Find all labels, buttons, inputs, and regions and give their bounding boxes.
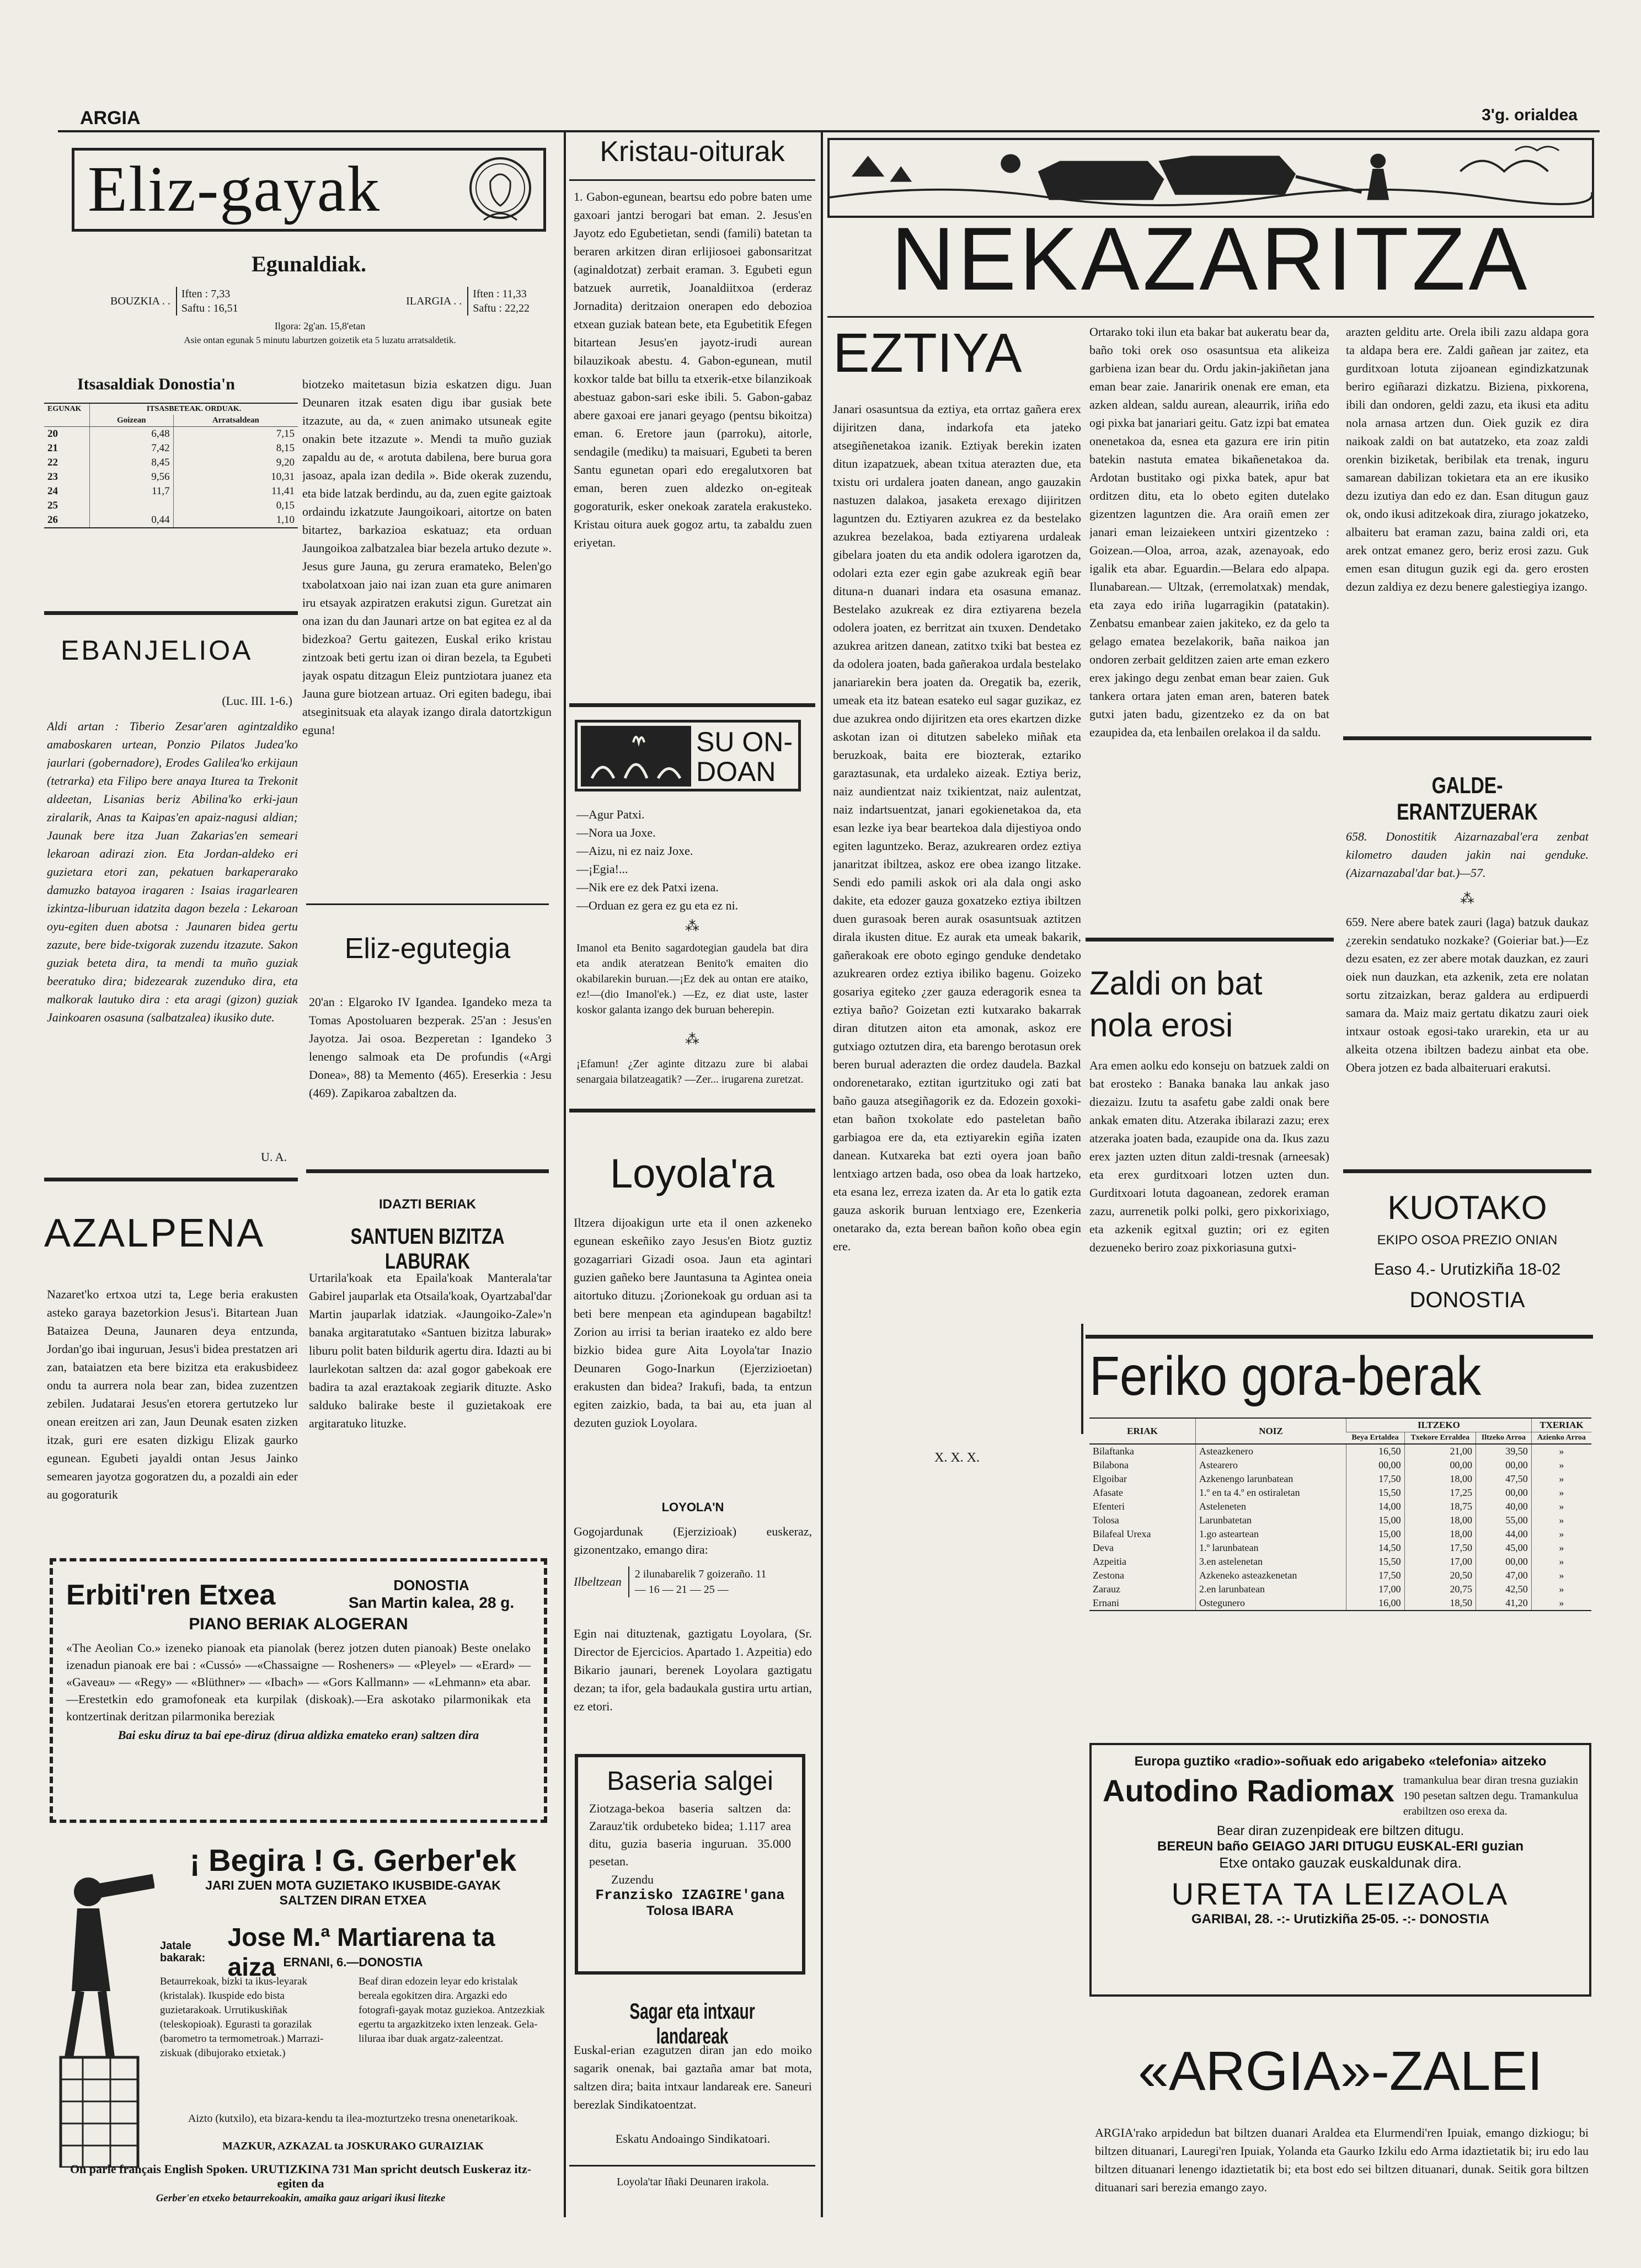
kristau-title: Kristau-oiturak xyxy=(600,136,785,168)
erbiti-subtitle: PIANO BERIAK ALOGERAN xyxy=(189,1615,408,1633)
gerber-owner-label: Jatale bakarak: xyxy=(160,1940,206,1964)
gerber-bottom2: MAZKUR, AZKAZAL ta JOSKURAKO GURAIZIAK xyxy=(222,2140,484,2152)
table-row: Bilafeal Urexa 1.go asteartean 15,00 18,00 44,00 » xyxy=(1089,1527,1591,1541)
anecdote-1: Imanol eta Benito sagardotegian gaudela bat dira eta andik ateratzean Benito'k emaiten dio okabilarekin buruan.—¡Ez dek au ontan ere ataiko, ez!—(dio Imanol'ek.) —Ez, ez diat uste, laster koskor galanta izango dek buruan beherepin. xyxy=(576,942,808,1016)
sun-rise: Iften : 7,33 xyxy=(181,288,231,300)
galde-658: 658. Donostitik Aizarnazabal'era zenbat kilometro dauden jakin nai genduke. (Aizarnazabal'dar bat.)—57. xyxy=(1346,830,1589,880)
man-with-telescope-icon xyxy=(50,1859,154,2168)
table-row: Afasate 1.º en ta 4.º en ostiraletan 15,50 17,25 00,00 » xyxy=(1089,1486,1591,1500)
moon-phase: Ilgora: 2g'an. 15,8'etan xyxy=(274,320,366,331)
gerber-ad xyxy=(50,1842,547,2217)
elizegutegia-title: Eliz-egutegia xyxy=(344,933,511,965)
feriko-subhead: Beya Ertaldea xyxy=(1351,1433,1399,1442)
loyola-subtitle: LOYOLA'N xyxy=(661,1500,724,1514)
elizgayak-banner xyxy=(72,148,546,232)
tides-header-day: EGUNAK xyxy=(47,405,82,413)
suondoan-title: SU ON-DOAN xyxy=(696,727,793,787)
gerber-bottom1: Aizto (kutxilo), eta bizara-kendu ta ilea-mozturtzeko tresna onenetarikoak. xyxy=(188,2112,519,2125)
tides-header-evening: Arratsaldean xyxy=(173,415,298,427)
table-row: 25 0,15 xyxy=(44,499,298,513)
table-row: Ernani Ostegunero 16,00 18,50 41,20 » xyxy=(1089,1596,1591,1611)
radio-company: URETA TA LEIZAOLA xyxy=(1171,1876,1510,1911)
feriko-title: Feriko gora-berak xyxy=(1089,1346,1482,1406)
tides-title: Itsasaldiak Donostia'n xyxy=(77,375,235,393)
sagar-contact: Eskatu Andoaingo Sindikatoari. xyxy=(615,2132,771,2146)
baseria-city: Tolosa IBARA xyxy=(646,1903,734,1918)
divider-asterism: ⁂ xyxy=(685,1031,699,1047)
radio-address: GARIBAI, 28. -:- Urutizkiña 25-05. -:- DONOSTIA xyxy=(1191,1912,1490,1927)
gerber-bottom4: Gerber'en etxeko betaurrekoakin, amaika gauz arigari ikusi litezke xyxy=(156,2192,446,2204)
table-row: Efenteri Asteleneten 14,00 18,75 40,00 » xyxy=(1089,1500,1591,1513)
eztiya-text: Janari osasuntsua da eztiya, eta orrtaz gañera erex dijiritzen dana, indarkofa eta jateko atsegiñenetakoa izanik. Eztiyak berekin izaten ditun izapatzuek, abean txitua aterazten due, eta txistu ori urdalera joaten danean, ango gauzakin nastuzen dalakoa, jasaketa erexago dijiritzen laguntzen du. Eztiyaren azukrea ez da bestelako azukrea bezelakoa, bada eztiyarena urdaleak gibelara joaten du eta andik odolera igarotzen da, odolari ezta ezer egin gabe azukreak egiñ bear dituna-n duanari indara eta osasuna emanaz. Bestelako azukreak ez dira eztiyarena bezela odolera joaten, ez berritzat ain txuxen. Dendetako azukrea aritzen danean, zatitxo txiki bat bestea ez da odolera joaten, bada gañerakoa urdala bestelako janariarekin bera joaten da. Oregatik ba, ezerik, umeak eta itz batean esateko eul sagar guzikaz, ez due azukrea ondo dijiritzen eta ores ekartzen dizke askotan izan oi ditutzen sabeleko miñak eta beruzkoak, baita ere biozterak, eztariko garaztasunak, eta urdaleko aizeak. Eztiya beriz, naiz aundientzat naiz txikientzat, naiz aulentzat, naiz indartsuentzat, janari egokienetakoa da, eta esan lezke iya bear beartekoa dala dijestiyoa ondo egiten laguntzeko. Beraz, azukrearen ordez eztiya janaritzat ibiltzea, askoz ere obea izango litzake. Sendi edo pamili askok ori ala dala ongi asko dakite, eta edozer gauza goxatzeko eztiya ibiltzen duen gurasoak beren aurak osasuntsuak aztitzen dirala ikusten ditue. Ez aurak eta umeak bakarik, gañerakoak ere oboto egingo genduke dendetako azukrearen ordez eztiya ibiliko bagenu. Goizeko gosariya egiteko ¿zer gauza ederagorik esnea ta eztiya baño? Goizetan ezti kutxarako bakarrak diran ditutzen aiton eta amonak, askoz ere gutxiago oztutzen dira, eta barengo berotasun orek beren burual aderazten die ordez daudela. Bazkal ondorenetarako, eztitan igurtzituko ogi zati bat baño gauza atsegiñagorik ez da. Edozein goxoki-etan bañon txokolate edo pasteletan baño garbiagoa ere da, eta eztiyarekin egiña izaten danean. Kutxareka bat ezti oyera joan baño lentxiago artzen bada, oso obea da loak hartzeko, eta esana lez, erreza izaten da. Ar eta lo gatik ezta gauza askorik buruan lentxiago ere, Ezenkeria onetarako da, ezta berean bañon koño obea egin ere. xyxy=(833,402,1081,1253)
ebanjelioa-text: Aldi artan : Tiberio Zesar'aren agintzaldiko amaboskaren urtean, Ponzio Pilatos Judea'ko jaurlari (gobernadore), Erodes Galilea'ko erkijaun (tetrarka) eta Filipo bere anaya Iturea ta Trekonit aldeetan, Lisanias beriz Abilina'ko erki-jaun ziralarik, Anas ta Kaipas'en apaiz-nagusi aldian; Jaunak bere itza Juan Zakarias'en semeari lekaroan adirazi zion. Eta Jordan-aldeko eri guzietara etori zan, pekatuen barkaperarako damuzko batayoa iragaren : Isaias iragarlearen izkintza-liburuan idatzita dagon bezela : Lekaroan oyu-egiten duen abotsa : Jaunaren bidea gertu zazute, bere bide-txigorak zuzendu itzazute. Sakon guziak beteta dira, ta mendi ta muño guziak beeratuko dira; bidezearak zuzenduko dira, eta malkorak lautuko dira : eta aragi (gizon) guziak Jainkoaren osasuna (salbatzalea) ikusiko dute. xyxy=(47,719,298,1024)
section-rule xyxy=(1343,736,1591,740)
kuotako-title: KUOTAKO xyxy=(1387,1189,1547,1226)
ploughing-oxen-icon xyxy=(830,140,1592,216)
gerber-owner: Jose M.ª Martiarena ta aiza xyxy=(227,1923,495,1981)
galde-title: GALDE-ERANTZUERAK xyxy=(1397,772,1538,825)
section-rule xyxy=(306,903,549,905)
azalpena-text: Nazaret'ko ertxoa utzi ta, Lege beria erakusten asteko garaya bazetorkion Jesus'i. Bitartean Juan Bataizea Deuna, Jaunaren deya entzunda, Jordan'go ibai inguruan, Jesus'i bidea prestatzen ari zan, bataiatzen eta bere bizitza eta erakusbideez ondu ta aurrera nola bear zan, bidea zuzentzen zebilen. Judatarai Jesus'en etorera gertutzeko lur onean ereitzen ari zan, Jaun Deunak esaten zizken itzak, guri ere esaten dizkigu Elizak gaurko egunean. Egubeti jayaldi ontan Jesus Jainko semearen jayotza gogoratzen du, a pozaldi ain eder au gogoraturik xyxy=(47,1287,298,1501)
table-row: 20 6,48 7,15 xyxy=(44,427,298,442)
column-divider xyxy=(564,132,566,2217)
radio-ad xyxy=(1089,1743,1591,1997)
kristau-text: 1. Gabon-egunean, beartsu edo pobre baten ume gaxoari jantzi berogari bat eman. 2. Jesus'en Jayotz edo Egubetietan, sendi (famili) batetan ta beraren arkitzen diran erlijiosoei gabonsaritzat (aginaldotzat) zerbait eraman. 3. Egubeti egun batzuek aurretik, Joanaldiitxoa (erderaz Jornadita) deritzaion onerapen edo debozioa etxean guziak batean bete, eta Egubetitik Efegen bitartean Jesus'en jayotz-irudi aurean bilauzikoak abestu. 4. Gabon-egunean, mutil koxkor talde bat billu ta etxerik-etxe bilanzikoak abestuaz gabon-sari eske ibili. 5. Gabon-gabaz abere gaxoai ere janari geyago (pentsu bikoitza) eman. 6. Eretore jaun (parroku), aitorle, sendagile (mediku) ta maisuari, Egubeti ta beren Santu egunetan opari edo eregalutxoren bat eman, beren zuen aldezko on-egiteak gogoraturik, esker onekoak zaratela erakusteko. Kristau oitura auek gogoz artu, ta zabaldu zuen eriyetan. xyxy=(574,190,812,549)
section-rule xyxy=(569,1109,815,1112)
loyola-text-3: Egin nai dituztenak, gaztigatu Loyolara, (Sr. Director de Ejercicios. Apartado 1. Azpeitia) edo Bikario jaunari, berenek Loyolara gaztigatu dezan; ta ifor, gela badaukala gustira urtu artian, ez etori. xyxy=(574,1627,812,1713)
sun-set: Saftu : 16,51 xyxy=(181,302,238,314)
gerber-line2: SALTZEN DIRAN ETXEA xyxy=(279,1893,427,1907)
tides-table xyxy=(44,403,298,528)
feriko-head-noiz: NOIZ xyxy=(1196,1418,1346,1444)
gerber-left-items: Betaurrekoak, bizki ta ikus-leyarak (kristalak). Ikuspide edo bista guzietarakoak. Urrutikuskiñak (teleskopioak). Egurasti ta gorazilak (barometro ta termometroak.) Marrazi-ziskuak (dibujorako etxietak.) xyxy=(160,1976,324,2059)
section-rule xyxy=(569,703,815,707)
loyola-schedule xyxy=(574,1566,812,1597)
feriko-subhead: Txekore Erraldea xyxy=(1404,1432,1476,1445)
section-rule xyxy=(1086,938,1334,942)
elizgayak-title: Eliz-gayak xyxy=(88,153,381,225)
loyola-title: Loyola'ra xyxy=(610,1151,774,1196)
argia-zalei-title: «ARGIA»-ZALEI xyxy=(1138,2041,1543,2101)
section-rule xyxy=(569,2165,815,2167)
azalpena-title: AZALPENA xyxy=(44,1211,265,1255)
radio-product: Autodino Radiomax xyxy=(1103,1773,1394,1808)
section-rule xyxy=(306,1169,549,1173)
table-row: Zestona Azkeneko asteazkenetan 17,50 20,50 47,00 » xyxy=(1089,1569,1591,1582)
section-rule xyxy=(827,316,1594,318)
loyola-text: Iltzera dijoakigun urte eta il onen azkeneko egunean eskeñiko zayo Jesus'en Biotz guztiz gozagarriari Gizadi osoa. Jaun eta agintari guzien gañeko bere Jauntasuna ta Agintea oneia aitortuko dituzu. ¡Zorionekoak gu orduan asi ta beti bere menpean eta agindupean bagabiltz! Zorion au irrisi ta berian iraateko ez aldo bere bizkio bidea gure Aita Loyola'tar Inazio Deunaren Gogo-Inarkun (Ejerzizioetan) erakusten dan bidea? Irakufi, bada, ta entzun egiten zaizkio, bada, ta bai au, eta juan al dezuten guziok Loyolara. xyxy=(574,1216,812,1430)
tides-header-group: ITSASBETEAK. ORDUAK. xyxy=(90,404,298,415)
zaldi-text: Ara emen aolku edo konseju on batzuek zaldi on bat erosteko : Banaka banaka lau ankak jaso diezaizu. Izutu ta asafetu gabe zaldi onak bere ankak ematen ditu. Atzeraka ibilarazi zazu; erex atzeraka joaten bada, ezaupide ona da. Ikus zazu erex jazten uzten ditun zaldi-tresnak (arneesak) eta erex gurditxoari lotzen uzten dun. Gurditxoari lotuta dagoanean, zedorek eraman zazu, aurrenetik polki polki, gero pixkorixiago, eta azkenik egitxal guztin; ori ez egiten dezueneko beriro zoaz pixkoriasuna gutxi- xyxy=(1089,1058,1329,1254)
table-row: 24 11,7 11,41 xyxy=(44,484,298,499)
table-row: Bilaftanka Asteazkenero 16,50 21,00 39,50 » xyxy=(1089,1444,1591,1458)
radio-line-3: BEREUN baño GEIAGO JARI DITUGU EUSKAL-ERI guzian xyxy=(1157,1839,1524,1854)
table-row: Zarauz 2.en larunbatean 17,00 20,75 42,50 » xyxy=(1089,1582,1591,1596)
feriko-head-eriak: ERIAK xyxy=(1127,1425,1158,1436)
table-row: Elgoibar Azkenengo larunbatean 17,50 18,00 47,50 » xyxy=(1089,1472,1591,1486)
loyola-schedule-dates: 2 ilunabarelik 7 goizeraño. 11 — 16 — 21 — 25 — xyxy=(628,1566,773,1597)
ebanjelioa-signature: U. A. xyxy=(260,1150,287,1164)
feriko-table xyxy=(1089,1418,1591,1611)
section-rule xyxy=(44,1178,298,1181)
ebanjelioa-title: EBANJELIOA xyxy=(61,635,253,666)
santuen-title: SANTUEN BIZITZA LABURAK xyxy=(350,1224,505,1274)
loyola-schedule-label: Ilbeltzean xyxy=(574,1575,622,1588)
baseria-contact: Franzisko IZAGIRE'gana xyxy=(595,1887,785,1903)
column-divider xyxy=(1081,1324,1083,1434)
saint-portrait-icon xyxy=(467,154,533,228)
table-row: 26 0,44 1,10 xyxy=(44,513,298,527)
egunaldiak-title: Egunaldiak. xyxy=(252,252,366,276)
moon-label: ILARGIA . . xyxy=(406,295,462,307)
gerber-bottom3: On parle français English Spoken. URUTIZKINA 731 Man spricht deutsch Euskeraz itz-egiten da xyxy=(70,2162,532,2190)
eztiya-signature: X. X. X. xyxy=(934,1451,980,1465)
gerber-city: ERNANI, 6.—DONOSTIA xyxy=(283,1955,423,1969)
moon-set: Saftu : 22,22 xyxy=(473,302,530,314)
section-rule xyxy=(569,179,815,181)
sagar-title: Sagar eta intxaur landareak xyxy=(629,1999,755,2048)
idazti-label: IDAZTI BERIAK xyxy=(379,1197,476,1212)
nekazaritza-title: NEKAZARITZA xyxy=(891,212,1531,306)
radio-line-4: Etxe ontako gauzak euskaldunak dira. xyxy=(1219,1854,1462,1871)
table-row: 21 7,42 8,15 xyxy=(44,441,298,456)
section-rule xyxy=(1343,1169,1591,1173)
erbiti-note: Bai esku diruz ta bai epe-diruz (dirua aldizka emateko eran) saltzen dira xyxy=(117,1728,479,1742)
gerber-right-items: Beaf diran edozein leyar edo kristalak bereala egokitzen dira. Argazki edo fotografi-gayak motaz guziekoa. Antzezkiak egertu ta argazkitzeko ixten lenzeak. Gela-liluraa ibar duak argatz-zaleentzat. xyxy=(359,1976,545,2045)
galde-659: 659. Nere abere batek zauri (laga) batzuk daukaz ¿zerekin sendatuko nozkake? (Goieriar bat.)—Ez dezu esaten, ez zer abere motak dauzkan, ez zauri oiek nun dauzkan, eta azkenik, zeta ere nolatan sortu zitzaizkan, beraz galdera au erdipuerdi samara da. Maiz maiz gertatu dikatzu zauri oiek intxaur ostoak egosi-tako urarekin, eta ur au alkeita otzena ibiltzen badezu ainbat eta obe. Obera jotzen ez bada albaiteruari erakutsi. xyxy=(1346,915,1589,1074)
erbiti-city: DONOSTIA xyxy=(393,1577,469,1593)
anecdote-2: ¡Efamun! ¿Zer aginte ditzazu zure bi alabai senargaia bilatzeagatik? —Zer... irugarena zuretzat. xyxy=(576,1058,808,1085)
suondoan-banner xyxy=(575,720,801,791)
divider-asterism: ⁂ xyxy=(685,918,699,934)
table-row: Bilabona Astearero 00,00 00,00 00,00 » xyxy=(1089,1458,1591,1472)
radio-description: tramankulua bear diran tresna guziakin 190 pesetan saltzen degu. Tramankulua erabiltzen oso erexa da. xyxy=(1403,1774,1578,1817)
sun-label: BOUZKIA . . xyxy=(110,295,170,307)
table-row: Deva 1.º larunbatean 14,50 17,50 45,00 » xyxy=(1089,1541,1591,1555)
hearth-scene-icon xyxy=(581,726,691,787)
argia-zalei-text: ARGIA'rako arpidedun bat biltzen duanari Araldea eta Elurmendi'ren Ipuiak, emango dizkiogu; bi biltzen dituanari, Lauregi'ren Ipuiak, Yolanda eta Gaurko Izkilu edo Arma idaztietatik bi; iru edo lau biltzen dituanari lenengo idaztietatik bi; eta bost edo sei biltzen dituanari, dunak. Seitik gora biltzen dituanari sari berezia emango zayo. xyxy=(1095,2126,1589,2194)
sun-moon-times xyxy=(110,287,530,347)
untxi-feeding-text: Ortarako toki ilun eta bakar bat aukeratu bear da, baño toki orek oso osasuntsua eta alikeiza garbiena izan bear du. Ordu jakin-jakiñetan jana eman bear zaie. Janaririk onenak ere eman, eta azken aldean, saldu aurean, aleaurrik, iriña edo ogi pixka bat janariari geitu. Gatz izpi bat ematea onenetakoa da, esnea eta gazura ere irin pitin batekin nastuta ematea bikañenetakoa da. Ardotan bustitako ogi pixka batek, apur bat orditzen ditu, eta lo obeto egiten dutelako gizentzen laguntzen die. Ara oraiñ emen zer janari eman leizaiekeen untxiri gizentzeko : Goizean.—Oloa, arroa, azak, azenayoak, edo igalik eta abar. Eguardin.—Belara edo alpapa. Ilunabarean.— Ultzak, (erremolatxak) mendak, eta zaya edo iriña lugarragikin (patatakin). Zenbatsu emanbear zaien jakiteko, ez da gelo ta gelago ematea bezelakorik, baña naikoa jan ondoren zerbait gelditzen zaien arte eman ezkero erex jakingo degu zenbat eman bear zaien. Guk tankera ortara jaten eman aren, bateren batek gutxi jaten badu, gizentzeko ez da on bat ezaupidea da, eta lenbailen orelakoa il da saldu. xyxy=(1089,325,1329,739)
kuotako-city: DONOSTIA xyxy=(1409,1288,1525,1312)
elizegutegia-text: 20'an : Elgaroko IV Igandea. Igandeko meza ta Tomas Apostoluaren bezperak. 25'an : Jesus'en Jayotza. Jai osoa. Bezperetan : Igandeko 3 lenengo salmoak eta De profundis («Argi Donea», 88) ta Memento (465). Ereserkia : Jesu (469). Zapikaroa zabaltzen da. xyxy=(309,995,552,1100)
zaldi-title: Zaldi on bat nola erosi xyxy=(1089,965,1263,1044)
erbiti-text: «The Aeolian Co.» izeneko pianoak eta pianolak (berez jotzen duten pianoak) Beste onelako izenadun pianoak ere bai : «Cussó» —«Chassaigne — Rosheners» — «Pleyel» — «Erard» — «Gaveau» — «Regy» — «Blüthner» — «Ibach» — «Gors Kallmann» — «Lehmann» eta abar.—Erestetkin edo gramofoneak eta kurpilak (diskoak).—Era askotako pilarmonikak eta kontzertinak deritzan pilarmonika bereziak xyxy=(66,1641,531,1723)
erbiti-ad xyxy=(50,1558,547,1823)
gerber-title: ¡ Begira ! G. Gerber'ek xyxy=(189,1843,517,1877)
erbiti-title: Erbiti'ren Etxea xyxy=(66,1579,276,1611)
section-rule xyxy=(44,611,298,615)
tides-header-morning: Goizean xyxy=(90,415,174,427)
column-divider xyxy=(821,132,823,2217)
divider-asterism: ⁂ xyxy=(1460,891,1474,907)
radio-line-1: Europa guztiko «radio»-soñuak edo arigabeko «telefonia» aitzeko xyxy=(1134,1754,1547,1769)
feriko-head-iltzeko: ILTZEKO xyxy=(1346,1418,1532,1432)
day-length-note: Asie ontan egunak 5 minutu laburtzen goizetik eta 5 luzatu arratsaldetik. xyxy=(184,335,456,345)
baseria-text: Ziotzaga-bekoa baseria saltzen da: Zarauz'tik ordubeteko bidea; 1.117 area ditu, guzia baseria inguruan. 35.000 pesetan. xyxy=(589,1801,791,1868)
page-number: 3'g. orialdea xyxy=(1482,106,1578,124)
table-row: 22 8,45 9,20 xyxy=(44,456,298,470)
farming-illustration xyxy=(827,138,1594,218)
baseria-contact-label: Zuzendu xyxy=(611,1873,654,1886)
moon-rise: Iften : 11,33 xyxy=(473,288,527,300)
kuotako-subtitle: EKIPO OSOA PREZIO ONIAN xyxy=(1377,1233,1558,1248)
radio-line-2: Bear diran zuzenpideak ere biltzen ditugu. xyxy=(1216,1823,1464,1838)
suondoan-dialog: —Agur Patxi. —Nora ua Joxe. —Aizu, ni ez naiz Joxe. —¡Egia!... —Nik ere ez dek Patxi izena. —Orduan ez gera ez gu eta ez ni. xyxy=(576,807,739,912)
header-rule xyxy=(58,130,1600,132)
table-row: Azpeitia 3.en astelenetan 15,50 17,00 00,00 » xyxy=(1089,1555,1591,1569)
zaldi-text-continued: arazten gelditu arte. Orela ibili zazu aldapa gora ta aldapa bera ere. Zaldi gañean jar zaitez, eta gurditxoan lotuta zijoanean egindizkatzunak beriro egiñarazi dizkatzu. Bizienа, pixkorena, ibili dan ondoren, geldi zazu, eta ikusi eta aditu nola arnasa artzen dun. Oiek guzik ez dira naikoak zaldi on bat autatzeko, eta zoaz zaldi orenkin biziketak, beribilak eta trenak, inguru samarean dabilizan tokietara eta an ere ikusiko dezu izutiya dan edo ez dan. Esan ditugun gauz ok, ondo ikusi aditzekoak dira, ziurago jokatzeko, albaiteru bat eraman zazu, baina zaldi ori, eta arek ontzat emanez gero, beriz erosi zazu. Guk emen esan ditugun guzik egi da. gero erosten dezun zaldiya ez dezu benere galestiegiya izango. xyxy=(1346,325,1589,593)
section-rule xyxy=(1086,1335,1593,1339)
feriko-subhead: Azienko Arroa xyxy=(1531,1432,1591,1445)
printer-credit: Loyola'tar Iñaki Deunaren irakola. xyxy=(617,2176,769,2188)
table-row: 23 9,56 10,31 xyxy=(44,470,298,484)
santuen-text: Urtarila'koak eta Epaila'koak Manterala'tar Gabirel jauparlak eta Otsaila'koak, Oyartzabal'dar Martin jauparlak idatziak. «Jaungoiko-Zale»'n banaka argitaratutako «Santuen bizitza laburak» liburu polit baten bildurik agertu dira. Idazti au bi laurlekotan saltzen da: azal gogor gabekoak ere badira ta azal eraztakoak zegiarik dituzte. Asko salduko balirake beste il guzietakoak ere argitaratuko lituzke. xyxy=(309,1271,552,1430)
ebanjelioa-ref: (Luc. III. 1-6.) xyxy=(222,694,292,708)
gerber-line1: JARI ZUEN MOTA GUZIETAKO IKUSBIDE-GAYAK xyxy=(205,1878,501,1892)
baseria-title: Baseria salgei xyxy=(607,1767,773,1796)
masthead-left: ARGIA xyxy=(80,108,141,129)
loyola-text-2: Gogojardunak (Ejerzizioak) euskeraz, gizonentzako, emango dira: xyxy=(574,1525,812,1556)
kuotako-address: Easo 4.- Urutizkiña 18-02 xyxy=(1373,1260,1561,1279)
table-row: Tolosa Larunbatetan 15,00 18,00 55,00 » xyxy=(1089,1513,1591,1527)
feriko-subhead: Iltzeko Arroa xyxy=(1476,1432,1531,1445)
eztiya-title: EZTIYA xyxy=(833,323,1022,383)
feriko-head-txeriak: TXERIAK xyxy=(1531,1418,1591,1432)
sagar-text: Euskal-erian ezagutzen diran jan edo moiko sagarik onenak, bai gaztaña amar bat mota, saltzen dira; baita intxaur landareak ere. Saneuri berezlak Sindikatoentzat. xyxy=(574,2043,812,2111)
gospel-commentary-text: biotzeko maitetasun bizia eskatzen digu. Juan Deunaren itzak esaten digu ibar gusiak bete itzazute, au da, « zuen animako utsuneak egite onakin bete itzazute ». Mendi ta muño guziak zapaldu au de, « arotuta dabilena, bere burua gora jasoaz, apala izan dedila ». Bide okerak zuzendu, eta bide latzak berdindu, au da, zuen egite gaiztoak ordaindu izkatzute Jaungoikoari, aitortze on baten bitartez, barkazioa eskatuaz; eta orduan Jaungoikoa zalbatzalea biar bezela artuko dezute ». Jesus gure Jauna, gu zerura eramateko, Belen'go txabolatxoan jaio nai izan zuan eta gure animaren iru etsayak azpiratzen erakutsi zigun. Guretzat ain ona izan du dan Jaunari artze on bat egitea ez al da bidezkoa? Gertu gaitezen, Euskal eriko kristau zintzoak beti gertu izan oi diran bezela, ta Egubeti jayak ospatu ditzagun Eleiz puntziotara juanez eta Jauna gure biotzean artuaz. Ori egiten badegu, ibai atseginitsuak eta alayak izango dirala datortzkigun eguna! xyxy=(302,377,552,737)
baseria-ad xyxy=(575,1754,805,1975)
erbiti-address: San Martin kalea, 28 g. xyxy=(348,1594,515,1611)
